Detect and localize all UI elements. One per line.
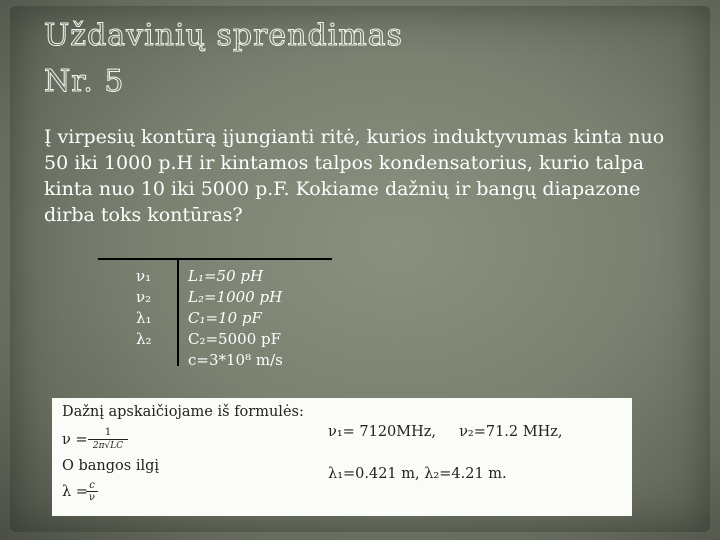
slide-title-line2: Nr. 5 — [44, 64, 125, 99]
unknowns-list — [136, 266, 152, 350]
given-divider-horizontal — [98, 258, 332, 260]
wavelength-intro: O bangos ilgį — [62, 458, 160, 474]
unknown-lambda1: λ₁ — [136, 309, 152, 327]
wavelength-formula-numerator: c — [86, 480, 98, 492]
unknown-lambda2: λ₂ — [136, 330, 152, 348]
slide-title-line1: Uždavinių sprendimas — [44, 18, 404, 53]
frequency-formula-denominator: 2π√LC — [92, 441, 124, 451]
wavelength-formula-fraction — [86, 480, 98, 503]
given-c1: C₁=10 pF — [188, 309, 262, 327]
problem-statement: Į virpesių kontūrą įjungianti ritė, kurios induktyvumas kinta nuo 50 iki 1000 p.H ir kintamos talpos kondensatorius, kurio talpa kinta nuo 10 iki 5000 p.F. Kokiame dažnių ir bangų diapazone dirba toks kontūras? — [44, 126, 665, 226]
wavelength-formula-denominator: ν — [88, 492, 96, 503]
solution-intro: Dažnį apskaičiojame iš formulės: — [62, 404, 304, 420]
frequency-formula-fraction — [88, 427, 128, 452]
given-l2: L₂=1000 pH — [188, 288, 283, 306]
frequency-formula-numerator: 1 — [88, 427, 128, 440]
given-c2: C₂=5000 pF — [188, 330, 282, 348]
wavelength-result: λ₁=0.421 m, λ₂=4.21 m. — [328, 466, 507, 482]
given-speed-of-light: c=3*10⁸ m/s — [188, 351, 283, 369]
givens-list — [188, 266, 283, 371]
unknown-nu2: ν₂ — [136, 288, 152, 306]
frequency-formula-lhs: ν = — [62, 432, 88, 448]
frequency-result: ν₁= 7120MHz, ν₂=71.2 MHz, — [328, 424, 563, 440]
given-l1: L₁=50 pH — [188, 267, 264, 285]
unknown-nu1: ν₁ — [136, 267, 152, 285]
wavelength-formula-lhs: λ = — [62, 484, 88, 500]
given-divider-vertical — [177, 260, 179, 366]
